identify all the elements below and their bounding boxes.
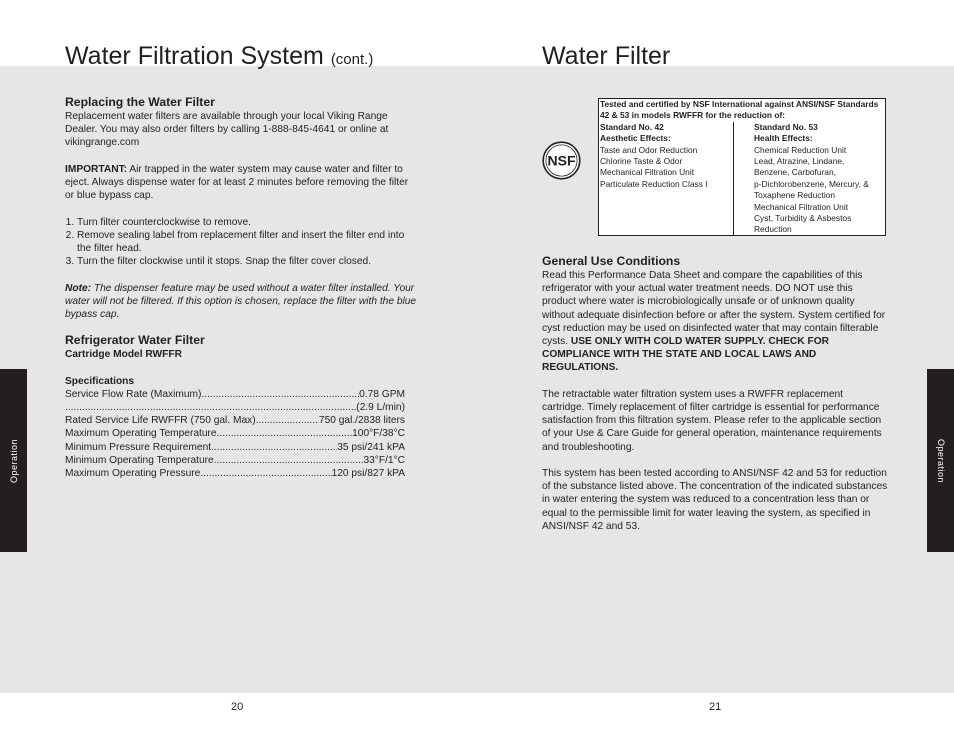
spec-value: (2.9 L/min) [356,402,405,413]
general-para1-text: Read this Performance Data Sheet and compare the capabilities of this refrigerator with your actual water treatment needs. DO NOT use this product where water is microbiologically unsafe or of unknown quality without adequate disinfection before or after the system. System certified for cyst reduction may be used on disinfected water that may contain filterable cysts. [542,270,886,348]
spec-row [65,401,405,414]
note-label: Note: [65,282,92,294]
effects-heading: Health Effects: [754,133,813,144]
nsf-item: Toxaphene Reduction [754,190,836,201]
nsf-certification-table [598,98,886,236]
nsf-item: Taste and Odor Reduction [600,144,698,155]
spec-label: Minimum Pressure Requirement [65,441,212,453]
spec-value: 100°F/38°C [352,428,405,440]
general-paragraph-2: The retractable water filtration system uses a RWFFR replacement cartridge. Timely replacement of filter cartridge is essential for performance satisfaction from this filtration system. Please refer to the applicable section of your Use & Care Guide for general operation, maintenance requirements and troubleshooting. [542,388,882,453]
right-column [542,254,888,533]
general-paragraph-1 [542,269,888,375]
nsf-item: Chemical Reduction Unit [754,144,847,155]
spec-label: Rated Service Life RWFFR (750 gal. Max) [65,415,256,427]
step-item: 1. Turn filter counterclockwise to remove. [77,216,417,229]
standard-label: Standard No. 42 [600,121,664,132]
nsf-standard-42-column [599,122,734,235]
left-operation-tab [0,369,27,552]
right-page-number: 21 [709,701,722,713]
nsf-standard-53-column [734,122,885,236]
replacing-heading: Replacing the Water Filter [65,95,215,109]
spec-label: Service Flow Rate (Maximum) [65,388,202,400]
right-operation-tab [927,369,954,552]
step-item: 2. Remove sealing label from replacement filter and insert the filter end into the filter head. [77,229,417,255]
spec-label: Minimum Operating Temperature [65,454,214,466]
nsf-header-line: 42 & 53 in models RWFFR for the reduction of: [600,110,786,121]
step-item: 3. Turn the filter clockwise until it stops. Snap the filter cover closed. [77,255,417,268]
nsf-seal-icon [542,141,581,180]
spec-row [65,414,405,427]
spec-value: 35 psi/241 kPA [337,441,405,453]
right-page-title: Water Filter [542,42,671,70]
note-text: The dispenser feature may be used without a water filter installed. Your water will not be filtered. If this option is chosen, replace the filter with the blue bypass cap. [65,282,417,320]
right-tab-label: Operation [935,438,946,483]
spec-row [65,427,405,440]
nsf-item: Lead, Atrazine, Lindane, [754,156,845,167]
standard-label: Standard No. 53 [754,121,818,132]
nsf-item: Benzene, Carbofuran, [754,167,836,178]
spec-value: 120 psi/827 kPA [331,468,405,480]
left-tab-label: Operation [8,438,19,483]
nsf-item: Particulate Reduction Class I [600,178,708,189]
nsf-item: Mechanical Filtration Unit [754,201,849,212]
spec-row [65,467,405,480]
left-page-number: 20 [231,701,244,713]
spec-label: Maximum Operating Pressure [65,468,201,480]
replacing-intro: Replacement water filters are available through your local Viking Range Dealer. You may also order filters by calling 1-888-845-4641 or online at vikingrange.com [65,111,389,149]
specifications-list [65,388,405,480]
spec-row [65,388,405,401]
important-text: Air trapped in the water system may cause water and filter to eject. Always dispense water for at least 2 minutes before removing the filter or blue bypass cap. [65,163,409,202]
left-title-main: Water Filtration System [65,42,324,70]
spec-label: Maximum Operating Temperature [65,428,217,440]
left-column [65,95,417,480]
spec-value: 0.78 GPM [359,388,405,400]
general-para1-bold: USE ONLY WITH COLD WATER SUPPLY. CHECK FOR COMPLIANCE WITH THE STATE AND LOCAL LAWS AND REGULATIONS. [542,336,829,374]
spec-value: 33°F/1°C [363,454,405,466]
nsf-item: Reduction [754,224,792,235]
cartridge-model: Cartridge Model RWFFR [65,349,182,361]
nsf-item: p-Dichlorobenzene, Mercury, & [754,178,869,189]
dispenser-note [65,282,417,322]
left-page-title [65,40,373,76]
nsf-item: Cyst, Turbidity & Asbestos [754,213,852,224]
nsf-logo [542,141,581,180]
general-use-heading: General Use Conditions [542,254,681,268]
spec-row [65,454,405,467]
important-note [65,163,417,203]
nsf-table-header [599,99,885,122]
nsf-item: Mechanical Filtration Unit [600,167,695,178]
nsf-item: Chlorine Taste & Odor [600,156,683,167]
left-title-suffix: (cont.) [330,51,374,68]
nsf-header-line: Tested and certified by NSF International against ANSI/NSF Standards [600,99,879,109]
spec-value: 750 gal./2838 liters [318,415,405,427]
specifications-heading: Specifications [65,375,135,387]
nsf-logo-text: NSF [547,152,576,169]
spec-row [65,441,405,454]
general-paragraph-3: This system has been tested according to ANSI/NSF 42 and 53 for reduction of the substance listed above. The concentration of the indicated substances in water entering the system was reduced to a concentration less than or equal to the permissible limit for water leaving the system, as specified in ANSI/NSF 42 and 53. [542,468,888,532]
refrigerator-filter-heading: Refrigerator Water Filter [65,333,205,348]
replacement-steps [65,216,417,269]
important-label: IMPORTANT: [65,163,128,175]
effects-heading: Aesthetic Effects: [600,133,671,144]
